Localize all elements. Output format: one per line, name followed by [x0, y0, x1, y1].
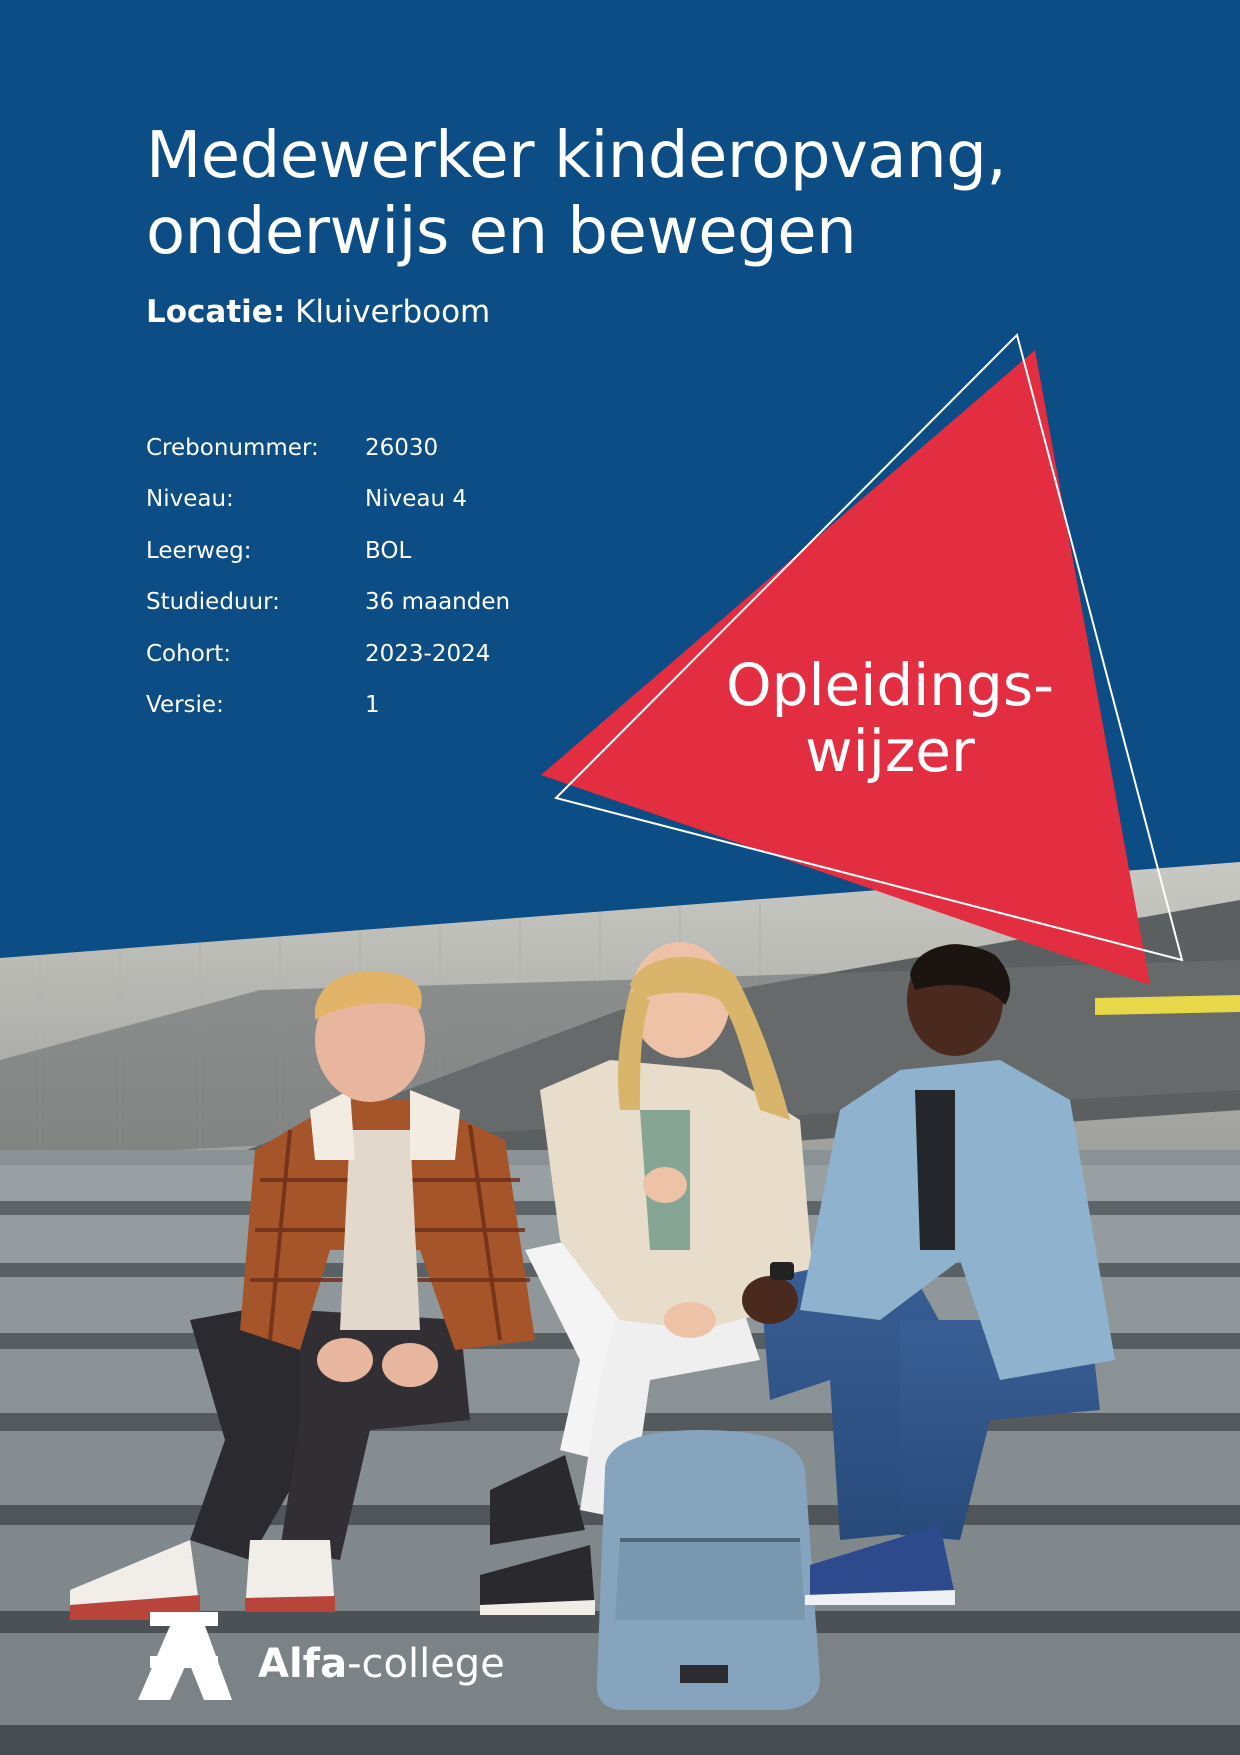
badge-line-2: wijzer: [805, 717, 975, 785]
detail-key: Cohort:: [146, 640, 232, 667]
detail-value: 26030: [365, 434, 439, 461]
badge-line-1: Opleidings-: [725, 651, 1055, 719]
detail-row-versie: [146, 680, 510, 732]
detail-key: Niveau:: [146, 486, 234, 513]
title-line-1: Medewerker kinderopvang,: [146, 119, 1007, 193]
location: [146, 292, 490, 332]
detail-key: Leerweg:: [146, 537, 252, 564]
detail-row-studieduur: [146, 577, 510, 629]
logo-wordmark: [258, 1640, 505, 1688]
detail-value: Niveau 4: [365, 486, 467, 513]
detail-value: 2023-2024: [365, 640, 491, 667]
badge-opleidingswijzer: [700, 652, 1080, 784]
detail-key: Studieduur:: [146, 589, 280, 616]
detail-row-leerweg: [146, 525, 510, 577]
logo-suffix: -college: [347, 1641, 505, 1687]
location-value: Kluiverboom: [295, 294, 491, 330]
detail-value: 36 maanden: [365, 589, 511, 616]
detail-value: BOL: [365, 537, 412, 564]
detail-row-crebonummer: [146, 422, 510, 474]
details-list: [146, 422, 510, 731]
page-title: [146, 118, 1006, 270]
detail-key: Versie:: [146, 692, 224, 719]
location-label: Locatie:: [146, 294, 286, 330]
detail-row-cohort: [146, 628, 510, 680]
detail-value: 1: [365, 692, 380, 719]
title-line-2: onderwijs en bewegen: [146, 195, 857, 269]
logo-brand: Alfa: [258, 1641, 348, 1687]
detail-row-niveau: [146, 474, 510, 526]
detail-key: Crebonummer:: [146, 434, 319, 461]
